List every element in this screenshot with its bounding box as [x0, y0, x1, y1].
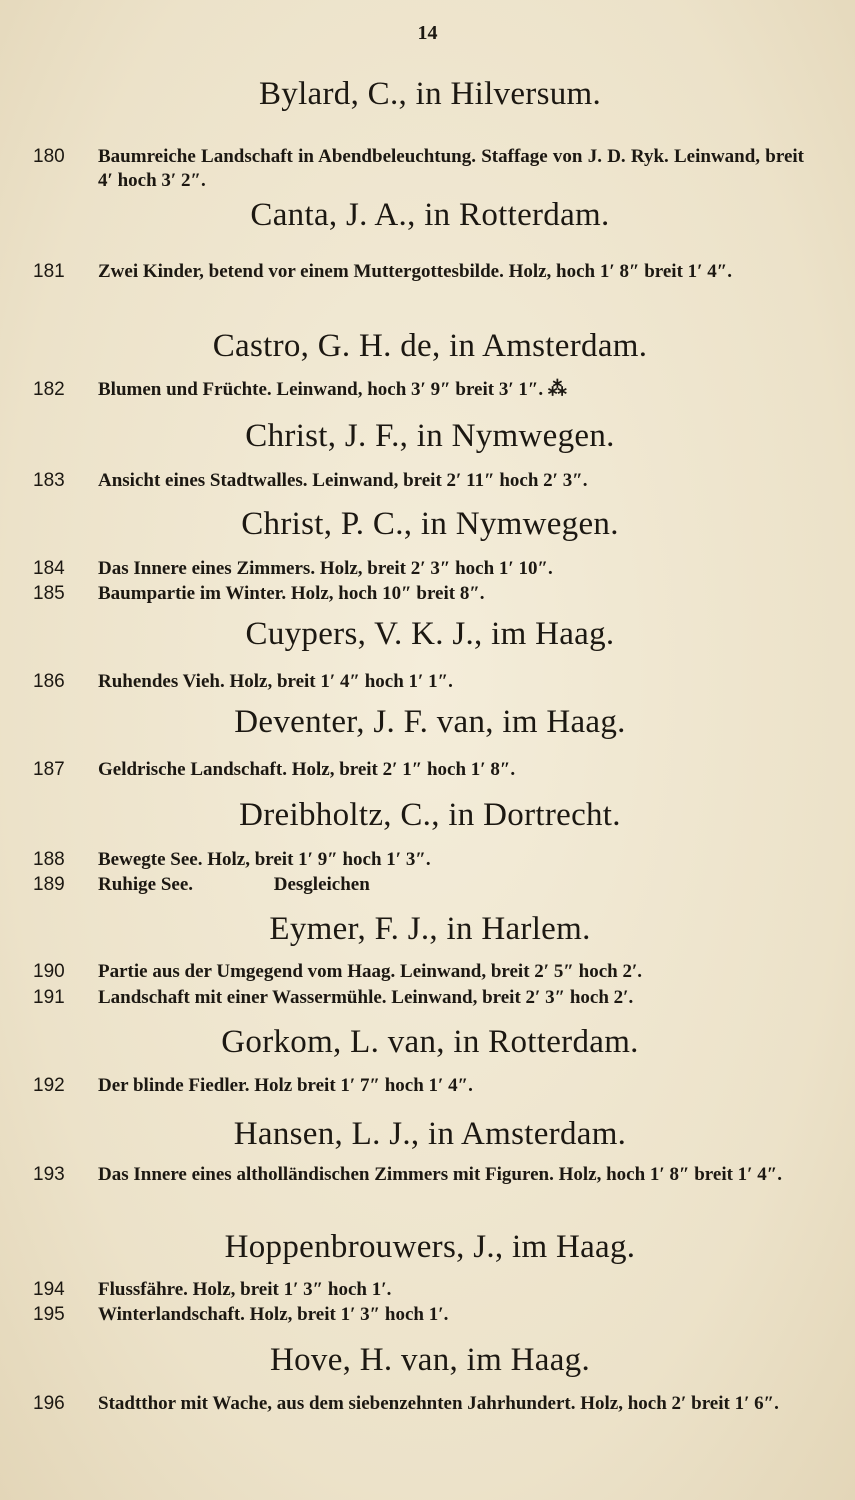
artist-heading: Gorkom, L. van, in Rotterdam.: [221, 1024, 639, 1060]
entry-description: Der blinde Fiedler. Holz breit 1′ 7″ hoch 1′ 4″.: [98, 1075, 473, 1096]
entry-description: Ruhige See. Desgleichen: [98, 874, 370, 895]
entry-number: 189: [33, 874, 65, 895]
entry-description: Das Innere eines Zimmers. Holz, breit 2′ 3″ hoch 1′ 10″.: [98, 558, 553, 579]
entry-description: Stadtthor mit Wache, aus dem siebenzehnten Jahrhundert. Holz, hoch 2′ breit 1′ 6″.: [98, 1393, 779, 1414]
entry-number: 186: [33, 671, 65, 692]
page-number: 14: [417, 22, 438, 44]
entry-number: 180: [33, 146, 65, 167]
entry-number: 195: [33, 1304, 65, 1325]
entry-number: 187: [33, 759, 65, 780]
entry-number: 191: [33, 987, 65, 1008]
entry-description: Blumen und Früchte. Leinwand, hoch 3′ 9″ breit 3′ 1″. ⁂: [98, 379, 567, 400]
artist-heading: Christ, J. F., in Nymwegen.: [245, 418, 615, 454]
artist-heading: Cuypers, V. K. J., im Haag.: [245, 616, 615, 652]
entry-description: Ruhendes Vieh. Holz, breit 1′ 4″ hoch 1′ 1″.: [98, 671, 453, 692]
entry-description: Zwei Kinder, betend vor einem Muttergottesbilde. Holz, hoch 1′ 8″ breit 1′ 4″.: [98, 261, 732, 282]
entry-number: 181: [33, 261, 65, 282]
entry-number: 190: [33, 961, 65, 982]
entry-description: Das Innere eines altholländischen Zimmers mit Figuren. Holz, hoch 1′ 8″ breit 1′ 4″.: [98, 1164, 783, 1185]
entry-number: 184: [33, 558, 65, 579]
entry-number: 193: [33, 1164, 65, 1185]
entry-description: Baumpartie im Winter. Holz, hoch 10″ breit 8″.: [98, 583, 485, 604]
entry-number: 192: [33, 1075, 65, 1096]
entry-description: Ansicht eines Stadtwalles. Leinwand, breit 2′ 11″ hoch 2′ 3″.: [98, 470, 588, 491]
artist-heading: Deventer, J. F. van, im Haag.: [234, 704, 626, 740]
artist-heading: Hove, H. van, im Haag.: [269, 1342, 591, 1378]
artist-heading: Dreibholtz, C., in Dortrecht.: [239, 797, 621, 833]
artist-heading: Eymer, F. J., in Harlem.: [269, 911, 591, 947]
entry-number: 185: [33, 583, 65, 604]
artist-heading: Bylard, C., in Hilversum.: [258, 76, 602, 112]
artist-heading: Hansen, L. J., in Amsterdam.: [233, 1116, 627, 1152]
entry-description: Winterlandschaft. Holz, breit 1′ 3″ hoch 1′.: [98, 1304, 449, 1325]
artist-heading: Hoppenbrouwers, J., im Haag.: [224, 1229, 636, 1265]
artist-heading: Christ, P. C., in Nymwegen.: [241, 506, 619, 542]
entry-description: Baumreiche Landschaft in Abendbeleuchtung. Staffage von J. D. Ryk. Leinwand, breit 4′ hoch 3′ 2″.: [98, 146, 809, 191]
entry-description: Bewegte See. Holz, breit 1′ 9″ hoch 1′ 3″.: [98, 849, 431, 870]
entry-number: 183: [33, 470, 65, 491]
entry-description: Geldrische Landschaft. Holz, breit 2′ 1″ hoch 1′ 8″.: [98, 759, 516, 780]
entry-number: 194: [33, 1279, 65, 1300]
entry-number: 196: [33, 1393, 65, 1414]
entry-number: 182: [33, 379, 65, 400]
artist-heading: Castro, G. H. de, in Amsterdam.: [212, 328, 648, 364]
entry-description: Flussfähre. Holz, breit 1′ 3″ hoch 1′.: [98, 1279, 392, 1300]
entry-description: Landschaft mit einer Wassermühle. Leinwand, breit 2′ 3″ hoch 2′.: [98, 987, 634, 1008]
entry-description: Partie aus der Umgegend vom Haag. Leinwand, breit 2′ 5″ hoch 2′.: [98, 961, 643, 982]
entry-number: 188: [33, 849, 65, 870]
artist-heading: Canta, J. A., in Rotterdam.: [250, 197, 610, 233]
